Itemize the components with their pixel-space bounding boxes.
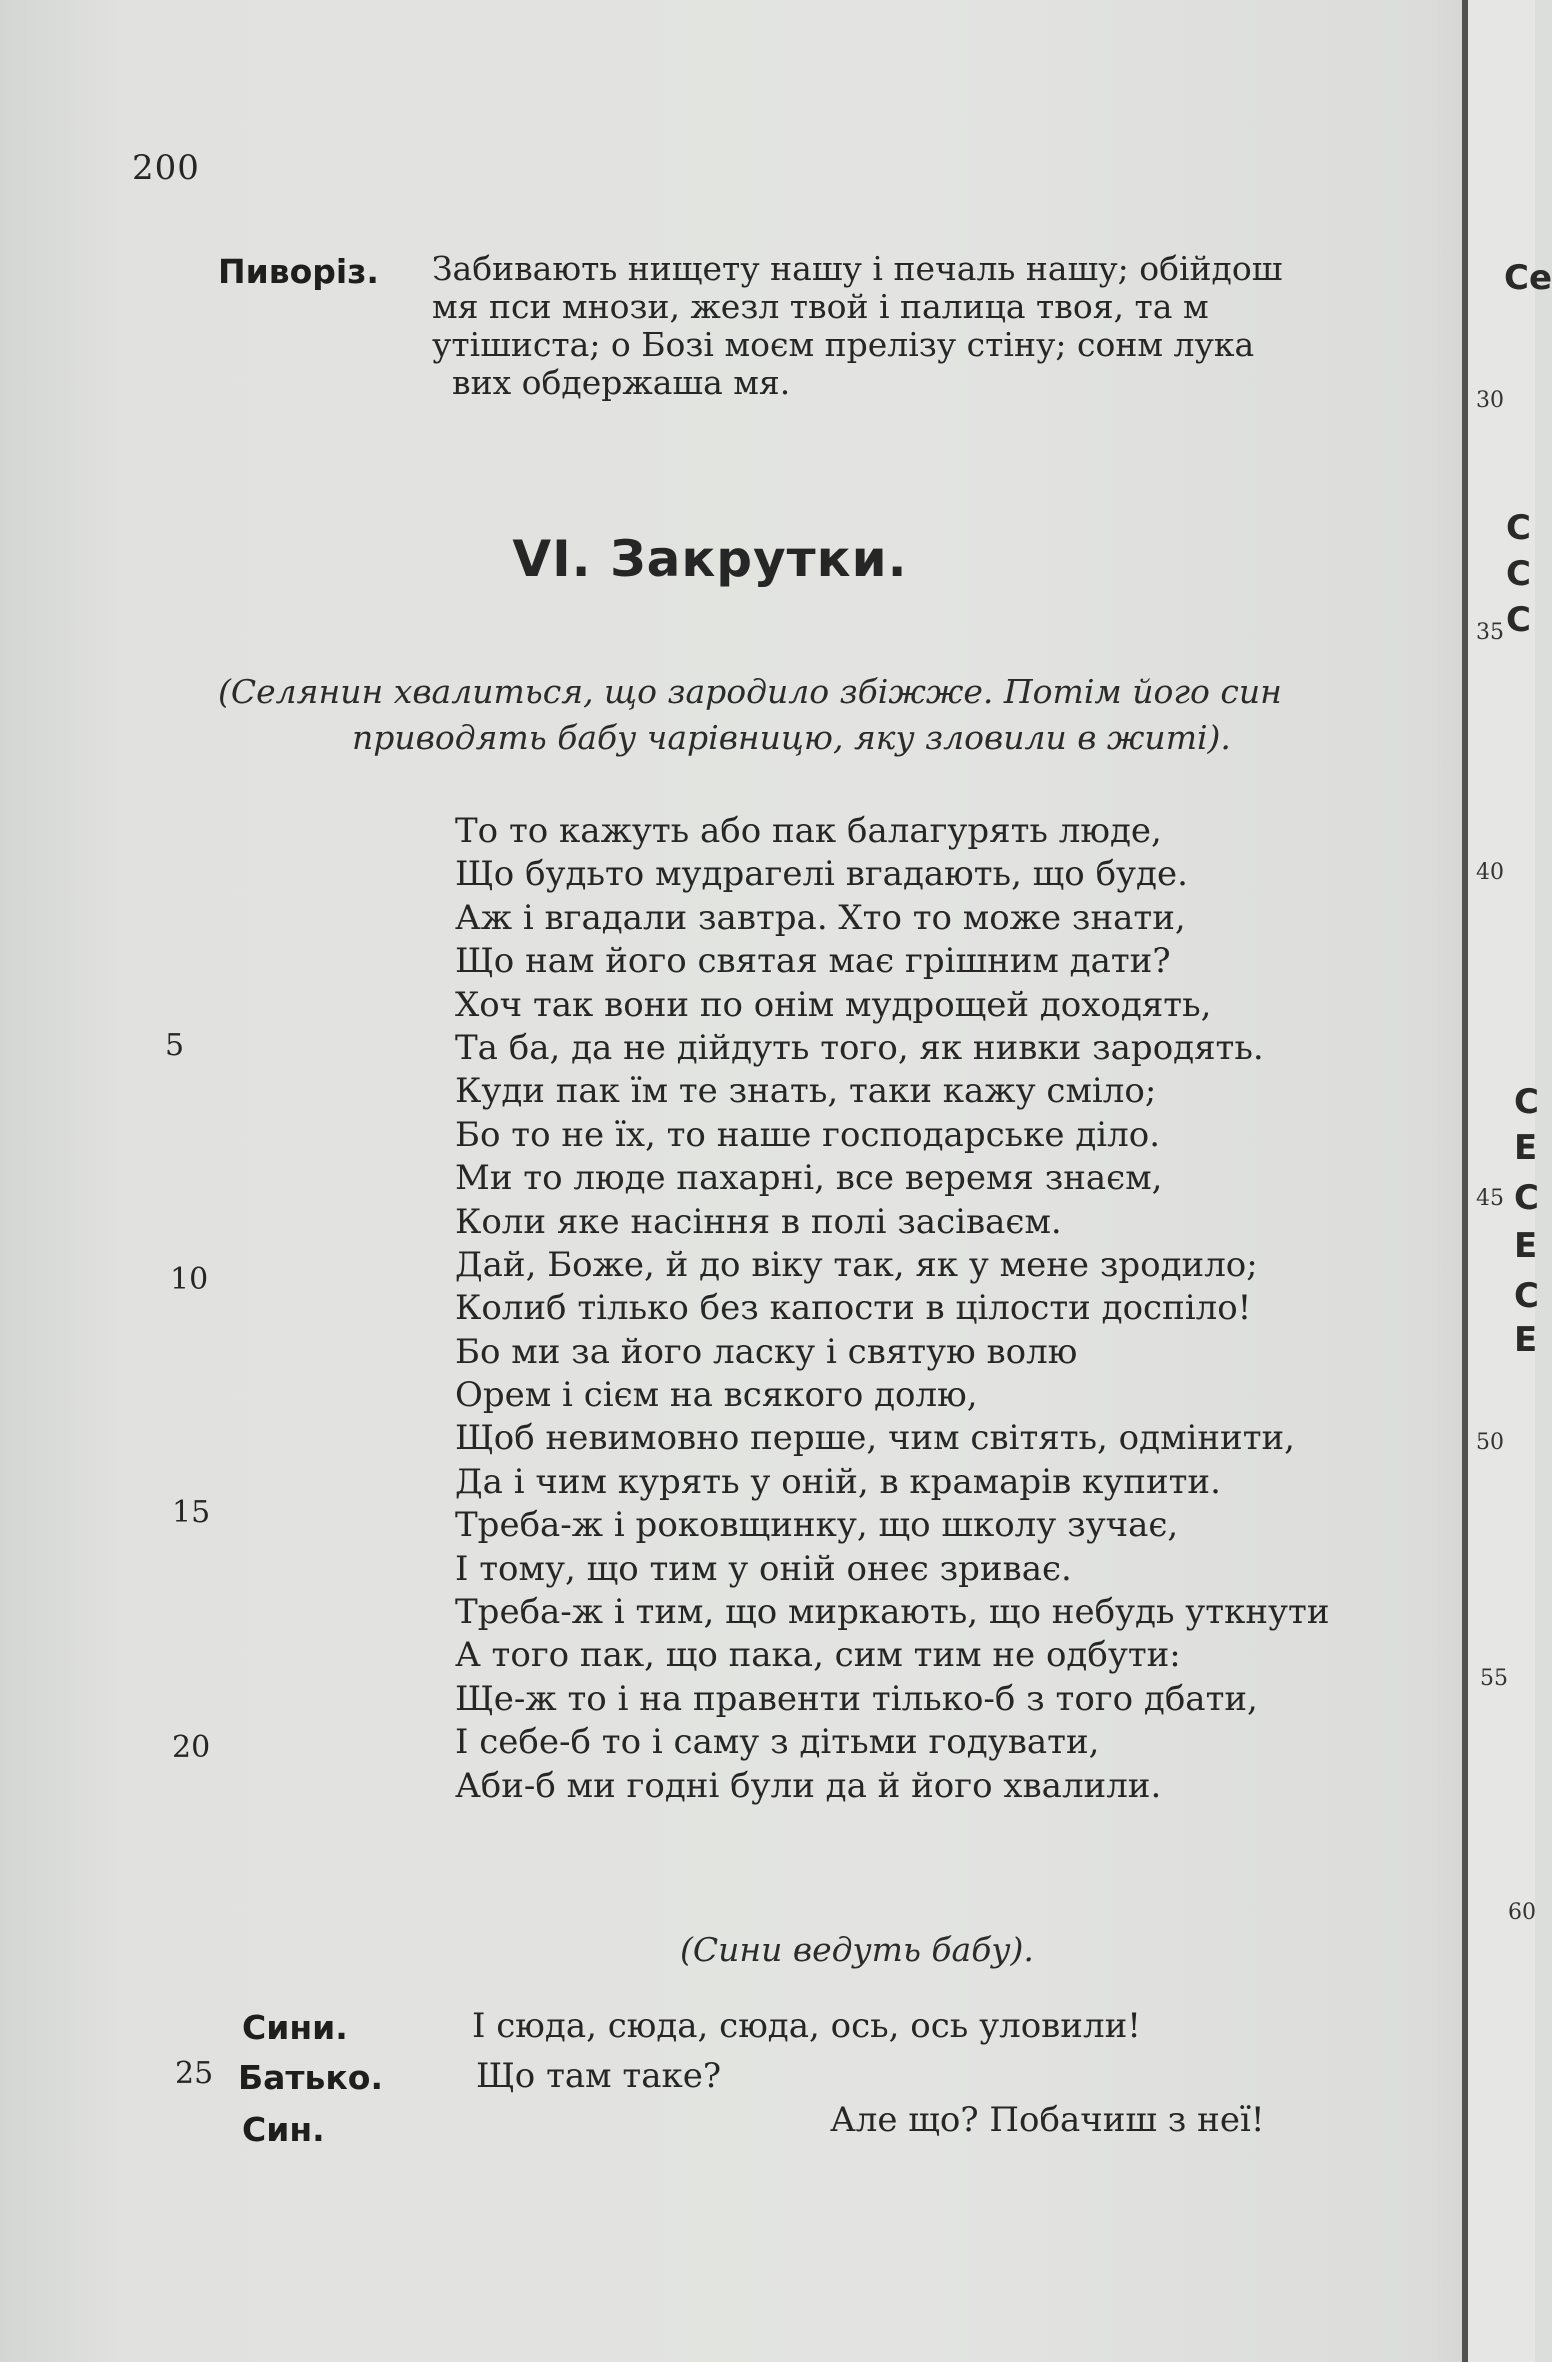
dialogue-line: Що там таке?	[476, 2056, 722, 2096]
verse-line: І тому, що тим у оній онеє зриває.	[455, 1548, 1072, 1589]
line-number: 15	[172, 1495, 211, 1530]
stage-direction-2: (Сини ведуть бабу).	[680, 1930, 1034, 1969]
line-number: 25	[175, 2056, 214, 2091]
verse-line: Що будьто мудрагелі вгадають, що буде.	[455, 854, 1188, 895]
speaker-syn: Син.	[242, 2110, 325, 2149]
verse-line: Дай, Боже, й до віку так, як у мене зродило;	[455, 1244, 1258, 1285]
dialogue-line: Але що? Побачиш з неї!	[830, 2100, 1265, 2140]
verse-line: А того пак, що пака, сим тим не одбути:	[455, 1635, 1181, 1676]
adjacent-page-letters: С	[1506, 600, 1531, 640]
verse-block	[455, 810, 1330, 1808]
adjacent-line-number: 45	[1476, 1186, 1504, 1211]
adjacent-page-strip	[1468, 0, 1552, 2362]
section-title: VI. Закрутки.	[512, 530, 908, 588]
speaker-pyvoriz: Пиворіз.	[218, 252, 379, 291]
adjacent-page-letters: С	[1506, 508, 1531, 548]
verse-line: То то кажуть або пак балагурять люде,	[455, 811, 1162, 851]
verse-line: Ми то люде пахарні, все веремя знаєм,	[455, 1158, 1163, 1199]
verse-line: Аби-б ми годні були да й його хвалили.	[455, 1765, 1162, 1806]
adjacent-line-number: 30	[1476, 388, 1504, 413]
verse-line: Коли яке насіння в полі засіваєм.	[455, 1201, 1062, 1242]
verse-line: Куди пак їм те знать, таки кажу сміло;	[455, 1071, 1157, 1112]
verse-line: Треба-ж і тим, що миркають, що небудь уткнути	[455, 1592, 1330, 1633]
adjacent-page-letters: С	[1514, 1178, 1539, 1218]
verse-line: Колиб тілько без капости в цілости доспіло!	[455, 1288, 1252, 1329]
adjacent-line-number: 35	[1476, 620, 1504, 645]
verse-line: Треба-ж і роковщинку, що школу зучає,	[455, 1505, 1179, 1546]
verse-line: Хоч так вони по онім мудрощей доходять,	[455, 984, 1212, 1025]
adjacent-page-letters: С	[1506, 554, 1531, 594]
prose-line: утішиста; о Бозі моєм прелізу стіну; сонм лука	[432, 325, 1255, 364]
verse-line: І себе-б то і саму з дітьми годувати,	[455, 1722, 1100, 1763]
adjacent-line-number: 55	[1480, 1666, 1508, 1691]
prose-block	[432, 250, 1464, 402]
adjacent-line-number: 50	[1476, 1430, 1504, 1455]
line-number: 10	[170, 1262, 209, 1297]
verse-line: Щоб невимовно перше, чим світять, одмінити,	[455, 1418, 1295, 1459]
line-number: 5	[165, 1028, 185, 1063]
prose-line: вих обдержаша мя.	[452, 363, 791, 402]
prose-line: Забивають нищету нашу і печаль нашу; обійдош	[432, 249, 1283, 288]
adjacent-line-number: 60	[1508, 1900, 1536, 1925]
verse-line: Да і чим курять у оній, в крамарів купити.	[455, 1461, 1221, 1502]
dialogue-line: І сюда, сюда, сюда, ось, ось уловили!	[472, 2006, 1141, 2046]
verse-line: Бо то не їх, то наше господарське діло.	[455, 1114, 1161, 1155]
verse-line: Що нам його святая має грішним дати?	[455, 941, 1171, 982]
verse-line: Бо ми за його ласку і святую волю	[455, 1331, 1078, 1372]
verse-line: Орем і сієм на всякого долю,	[455, 1375, 978, 1416]
verse-line: Та ба, да не дійдуть того, як нивки зародять.	[455, 1027, 1264, 1068]
stage-direction-line: приводять бабу чарівницю, яку зловили в житі).	[352, 718, 1231, 757]
stage-direction-line: (Селянин хвалиться, що зародило збіжже. Потім його син	[218, 672, 1282, 711]
verse-line: Ще-ж то і на правенти тілько-б з того дбати,	[455, 1678, 1258, 1719]
adjacent-page-letters: Е	[1514, 1226, 1538, 1266]
prose-line: мя пси мнози, жезл твой і палица твоя, та м	[432, 287, 1209, 326]
speaker-syny: Сини.	[242, 2008, 348, 2047]
verse-line: Аж і вгадали завтра. Хто то може знати,	[455, 897, 1186, 938]
adjacent-page-letters: Е	[1514, 1320, 1538, 1360]
speaker-batko: Батько.	[238, 2058, 384, 2097]
adjacent-page-letters: Се	[1504, 258, 1552, 298]
page-number: 200	[132, 148, 200, 188]
adjacent-page-letters: С	[1514, 1276, 1539, 1316]
adjacent-page-letters: С	[1514, 1082, 1539, 1122]
adjacent-page-letters: Е	[1514, 1128, 1538, 1168]
line-number: 20	[172, 1730, 211, 1765]
adjacent-line-number: 40	[1476, 860, 1504, 885]
